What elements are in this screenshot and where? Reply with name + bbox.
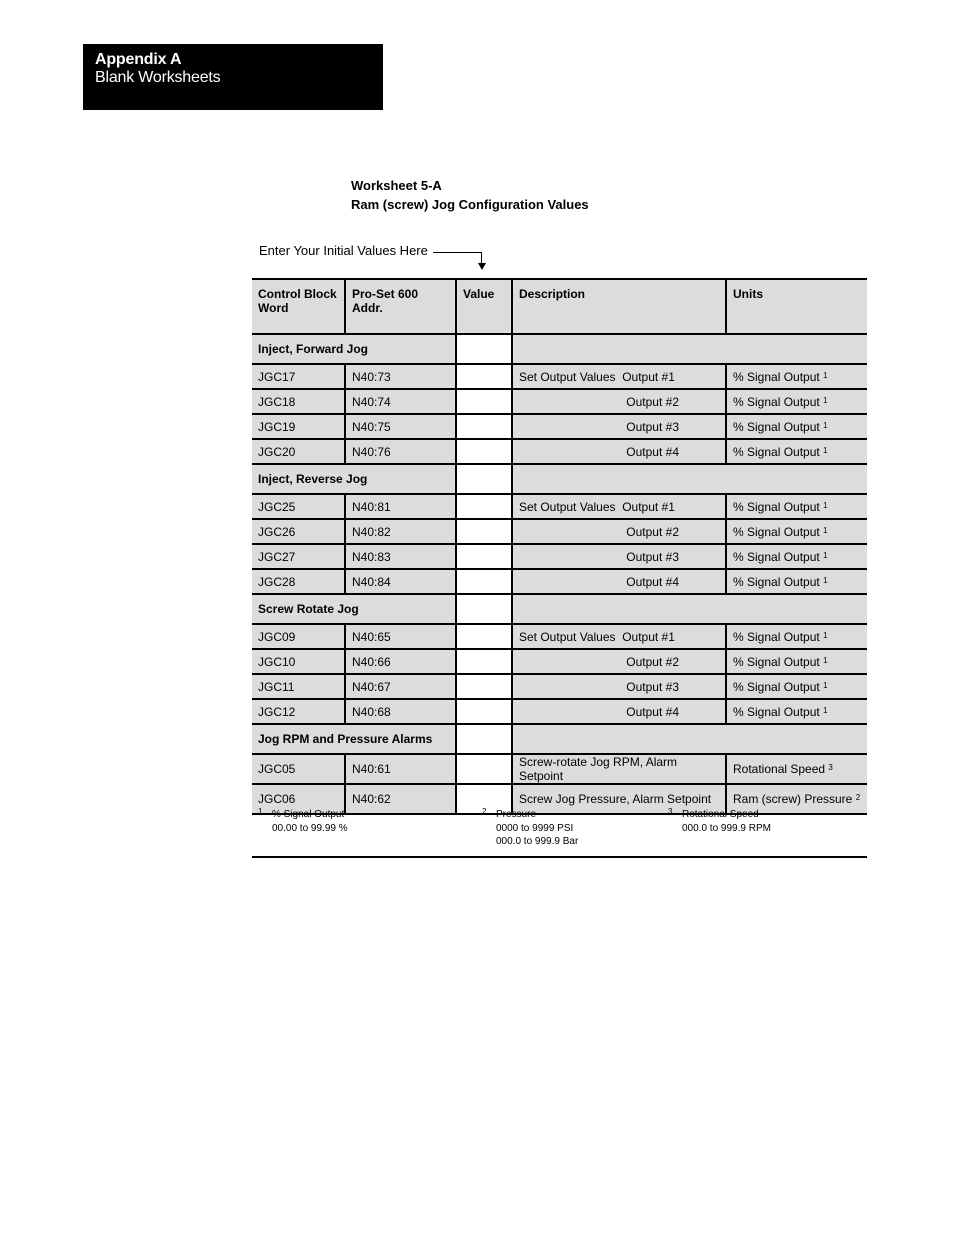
control-block-word: JGC27 bbox=[252, 544, 345, 569]
description-cell bbox=[512, 569, 726, 594]
units-text: % Signal Output bbox=[733, 499, 820, 514]
footnote-ref: 1 bbox=[823, 630, 828, 640]
description-cell bbox=[512, 389, 726, 414]
worksheet-title: Ram (screw) Jog Configuration Values bbox=[351, 197, 589, 212]
header-control-block-word: Control Block Word bbox=[252, 279, 345, 334]
description-text: Screw-rotate Jog RPM, Alarm Setpoint bbox=[519, 755, 678, 783]
units-text: % Signal Output bbox=[733, 444, 820, 459]
control-block-word: JGC12 bbox=[252, 699, 345, 724]
description-output: Output #1 bbox=[622, 629, 675, 644]
description-prefix: Set Output Values bbox=[519, 629, 616, 644]
table-row bbox=[252, 699, 867, 724]
footnote-line: 000.0 to 999.9 Bar bbox=[496, 836, 579, 847]
footnote-line: Rotational Speed bbox=[682, 809, 759, 820]
description-cell bbox=[512, 699, 726, 724]
value-cell bbox=[456, 594, 512, 624]
footnote-ref: 1 bbox=[823, 370, 828, 380]
units-text: % Signal Output bbox=[733, 394, 820, 409]
header-value: Value bbox=[456, 279, 512, 334]
units-cell bbox=[726, 414, 867, 439]
description-output: Output #4 bbox=[626, 444, 679, 459]
section-spacer bbox=[512, 724, 867, 754]
description-cell bbox=[512, 439, 726, 464]
configuration-table bbox=[252, 278, 867, 815]
header-description: Description bbox=[512, 279, 726, 334]
description-cell bbox=[512, 754, 726, 784]
units-cell bbox=[726, 624, 867, 649]
footnote-ref: 3 bbox=[828, 763, 833, 772]
units-text: % Signal Output bbox=[733, 419, 820, 434]
description-cell bbox=[512, 624, 726, 649]
value-input-cell[interactable] bbox=[456, 569, 512, 594]
value-input-cell[interactable] bbox=[456, 544, 512, 569]
control-block-word: JGC05 bbox=[252, 754, 345, 784]
units-cell bbox=[726, 674, 867, 699]
units-cell bbox=[726, 389, 867, 414]
footnote-ref: 1 bbox=[823, 680, 828, 690]
units-text: % Signal Output bbox=[733, 574, 820, 589]
units-text: % Signal Output bbox=[733, 524, 820, 539]
pro-set-address: N40:82 bbox=[345, 519, 456, 544]
description-output: Output #4 bbox=[626, 574, 679, 589]
worksheet-heading bbox=[351, 176, 589, 214]
pro-set-address: N40:73 bbox=[345, 364, 456, 389]
footnote-line: 00.00 to 99.99 % bbox=[272, 822, 348, 834]
units-text: % Signal Output bbox=[733, 549, 820, 564]
control-block-word: JGC20 bbox=[252, 439, 345, 464]
section-row bbox=[252, 464, 867, 494]
table-row bbox=[252, 414, 867, 439]
table-header-row bbox=[252, 279, 867, 334]
units-cell bbox=[726, 439, 867, 464]
table-row bbox=[252, 674, 867, 699]
units-cell bbox=[726, 494, 867, 519]
control-block-word: JGC09 bbox=[252, 624, 345, 649]
units-text: % Signal Output bbox=[733, 704, 820, 719]
table-row bbox=[252, 649, 867, 674]
value-input-cell[interactable] bbox=[456, 364, 512, 389]
appendix-subtitle: Blank Worksheets bbox=[95, 69, 221, 86]
pro-set-address: N40:68 bbox=[345, 699, 456, 724]
value-input-cell[interactable] bbox=[456, 754, 512, 784]
section-spacer bbox=[512, 464, 867, 494]
units-text: Ram (screw) Pressure bbox=[733, 792, 853, 806]
description-cell bbox=[512, 674, 726, 699]
footnote-ref: 1 bbox=[823, 655, 828, 665]
value-input-cell[interactable] bbox=[456, 414, 512, 439]
pro-set-address: N40:62 bbox=[345, 784, 456, 814]
units-cell bbox=[726, 699, 867, 724]
description-cell bbox=[512, 414, 726, 439]
description-cell bbox=[512, 364, 726, 389]
description-text: Screw Jog Pressure, Alarm Setpoint bbox=[519, 792, 712, 806]
pro-set-address: N40:75 bbox=[345, 414, 456, 439]
units-cell bbox=[726, 754, 867, 784]
control-block-word: JGC25 bbox=[252, 494, 345, 519]
footnote-ref: 1 bbox=[823, 395, 828, 405]
arrow-line bbox=[433, 252, 482, 253]
table-row bbox=[252, 624, 867, 649]
section-row bbox=[252, 594, 867, 624]
header-units: Units bbox=[726, 279, 867, 334]
value-cell bbox=[456, 464, 512, 494]
control-block-word: JGC10 bbox=[252, 649, 345, 674]
value-input-cell[interactable] bbox=[456, 699, 512, 724]
table-row bbox=[252, 754, 867, 784]
control-block-word: JGC26 bbox=[252, 519, 345, 544]
footnote-line: % Signal Output bbox=[272, 809, 345, 820]
section-row bbox=[252, 724, 867, 754]
pro-set-address: N40:76 bbox=[345, 439, 456, 464]
description-output: Output #3 bbox=[626, 679, 679, 694]
value-input-cell[interactable] bbox=[456, 494, 512, 519]
pro-set-address: N40:67 bbox=[345, 674, 456, 699]
value-input-cell[interactable] bbox=[456, 389, 512, 414]
value-input-cell[interactable] bbox=[456, 624, 512, 649]
value-input-cell[interactable] bbox=[456, 674, 512, 699]
footnote-number: 3 bbox=[668, 807, 673, 816]
appendix-title: Appendix A bbox=[95, 51, 182, 68]
description-output: Output #3 bbox=[626, 549, 679, 564]
section-title: Jog RPM and Pressure Alarms bbox=[252, 724, 456, 754]
description-cell bbox=[512, 519, 726, 544]
footnote-line: 0000 to 9999 PSI bbox=[496, 822, 574, 834]
footnote-number: 1 bbox=[258, 807, 263, 816]
footnote-ref: 1 bbox=[823, 500, 828, 510]
table-row bbox=[252, 519, 867, 544]
table-row bbox=[252, 494, 867, 519]
value-cell bbox=[456, 724, 512, 754]
table-row bbox=[252, 569, 867, 594]
footnote-line: 000.0 to 999.9 RPM bbox=[682, 822, 771, 834]
units-cell bbox=[726, 544, 867, 569]
section-title: Inject, Forward Jog bbox=[252, 334, 456, 364]
units-cell bbox=[726, 649, 867, 674]
value-cell bbox=[456, 334, 512, 364]
description-prefix: Set Output Values bbox=[519, 369, 616, 384]
footnote-number: 2 bbox=[482, 807, 487, 816]
footnote-ref: 1 bbox=[823, 525, 828, 535]
control-block-word: JGC17 bbox=[252, 364, 345, 389]
control-block-word: JGC28 bbox=[252, 569, 345, 594]
footnote-ref: 1 bbox=[823, 420, 828, 430]
pro-set-address: N40:84 bbox=[345, 569, 456, 594]
units-text: % Signal Output bbox=[733, 369, 820, 384]
control-block-word: JGC18 bbox=[252, 389, 345, 414]
section-spacer bbox=[512, 334, 867, 364]
description-cell bbox=[512, 649, 726, 674]
value-input-cell[interactable] bbox=[456, 519, 512, 544]
value-input-cell[interactable] bbox=[456, 439, 512, 464]
appendix-header bbox=[83, 44, 383, 110]
pro-set-address: N40:83 bbox=[345, 544, 456, 569]
footnote-ref: 1 bbox=[823, 575, 828, 585]
units-text: % Signal Output bbox=[733, 629, 820, 644]
pro-set-address: N40:65 bbox=[345, 624, 456, 649]
section-title: Inject, Reverse Jog bbox=[252, 464, 456, 494]
section-row bbox=[252, 334, 867, 364]
description-prefix: Set Output Values bbox=[519, 499, 616, 514]
control-block-word: JGC19 bbox=[252, 414, 345, 439]
units-cell bbox=[726, 569, 867, 594]
table-row bbox=[252, 439, 867, 464]
description-output: Output #1 bbox=[622, 369, 675, 384]
table-row bbox=[252, 544, 867, 569]
enter-values-note: Enter Your Initial Values Here bbox=[259, 243, 428, 258]
table-row bbox=[252, 389, 867, 414]
footnote-ref: 2 bbox=[855, 793, 861, 802]
units-text: % Signal Output bbox=[733, 679, 820, 694]
pro-set-address: N40:74 bbox=[345, 389, 456, 414]
description-output: Output #2 bbox=[626, 524, 679, 539]
section-title: Screw Rotate Jog bbox=[252, 594, 456, 624]
description-output: Output #2 bbox=[626, 394, 679, 409]
down-arrow-icon bbox=[478, 263, 486, 270]
pro-set-address: N40:81 bbox=[345, 494, 456, 519]
units-cell bbox=[726, 519, 867, 544]
description-output: Output #4 bbox=[626, 704, 679, 719]
description-output: Output #2 bbox=[626, 654, 679, 669]
table-row bbox=[252, 364, 867, 389]
footnote-line: Pressure bbox=[496, 809, 537, 820]
units-text: % Signal Output bbox=[733, 654, 820, 669]
header-address: Pro-Set 600 Addr. bbox=[345, 279, 456, 334]
description-output: Output #1 bbox=[622, 499, 675, 514]
units-cell bbox=[726, 364, 867, 389]
description-cell bbox=[512, 494, 726, 519]
section-spacer bbox=[512, 594, 867, 624]
footnote-ref: 1 bbox=[823, 445, 828, 455]
control-block-word: JGC06 bbox=[252, 784, 345, 814]
pro-set-address: N40:66 bbox=[345, 649, 456, 674]
footnote-ref: 1 bbox=[823, 705, 828, 715]
control-block-word: JGC11 bbox=[252, 674, 345, 699]
value-input-cell[interactable] bbox=[456, 649, 512, 674]
description-cell bbox=[512, 544, 726, 569]
units-text: Rotational Speed bbox=[733, 762, 826, 776]
pro-set-address: N40:61 bbox=[345, 754, 456, 784]
footnotes bbox=[252, 804, 867, 858]
footnote-ref: 1 bbox=[823, 550, 828, 560]
worksheet-number: Worksheet 5-A bbox=[351, 178, 442, 193]
description-output: Output #3 bbox=[626, 419, 679, 434]
